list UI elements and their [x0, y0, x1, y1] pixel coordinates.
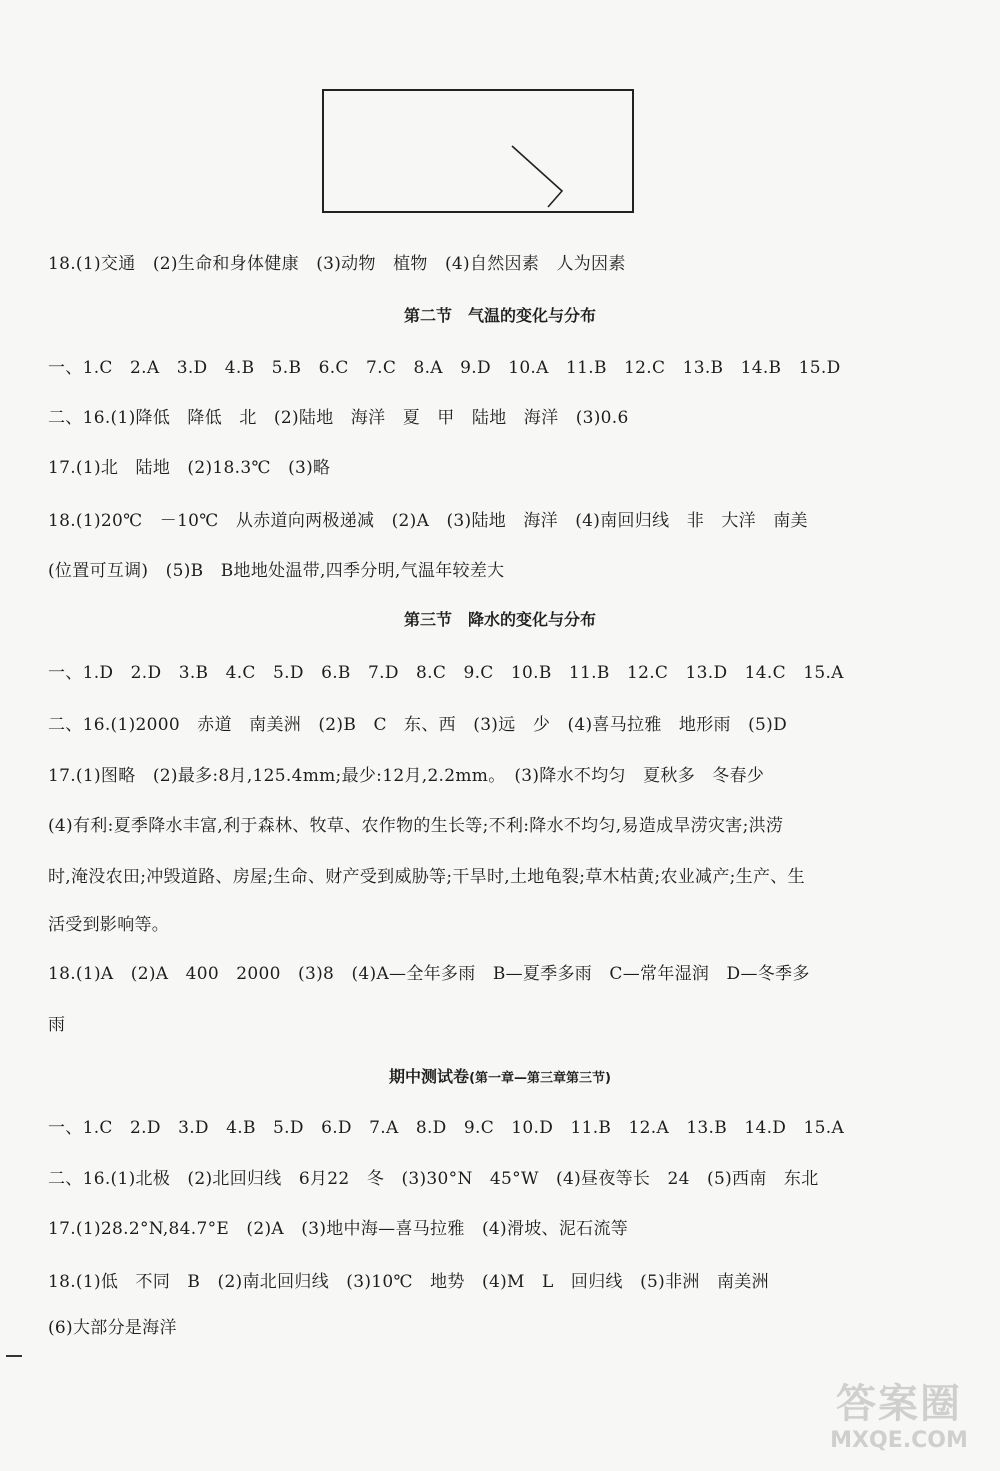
answer-line: 18.(1)A (2)A 400 2000 (3)8 (4)A—全年多雨 B—夏季多雨 C—常年湿润 D—冬季多 [48, 964, 810, 984]
section-heading-temperature: 第二节 气温的变化与分布 [403, 306, 596, 325]
answer-line: 17.(1)图略 (2)最多:8月,125.4mm;最少:12月,2.2mm。 (3)降水不均匀 夏秋多 冬春少 [48, 766, 765, 786]
answer-line: 时,淹没农田;冲毁道路、房屋;生命、财产受到威胁等;干旱时,土地龟裂;草木枯黄;农业减产;生产、生 [48, 867, 805, 887]
arrow-sketch [324, 91, 632, 211]
answer-line: 二、16.(1)降低 降低 北 (2)陆地 海洋 夏 甲 陆地 海洋 (3)0.6 [48, 408, 629, 428]
figure-box [322, 89, 634, 213]
answer-line: (6)大部分是海洋 [48, 1318, 177, 1338]
midterm-subtitle: (第一章—第三章第三节) [469, 1071, 611, 1086]
answer-line: 活受到影响等。 [48, 915, 170, 935]
watermark-title: 答案圈 [836, 1381, 962, 1427]
answer-line: 18.(1)低 不同 B (2)南北回归线 (3)10℃ 地势 (4)M L 回归线 (5)非洲 南美洲 [48, 1272, 769, 1292]
watermark-logo [804, 1380, 994, 1468]
answer-line: 二、16.(1)北极 (2)北回归线 6月22 冬 (3)30°N 45°W (4)昼夜等长 24 (5)西南 东北 [48, 1169, 819, 1189]
answer-line: 一、1.C 2.D 3.D 4.B 5.D 6.D 7.A 8.D 9.C 10.D 11.B 12.A 13.B 14.D 15.A [48, 1118, 845, 1138]
watermark-url: MXQE.COM [830, 1428, 968, 1453]
section-heading-precipitation: 第三节 降水的变化与分布 [403, 610, 596, 629]
answer-line: (4)有利:夏季降水丰富,利于森林、牧草、农作物的生长等;不利:降水不均匀,易造成旱涝灾害;洪涝 [48, 816, 784, 836]
answer-line: (位置可互调) (5)B B地地处温带,四季分明,气温年较差大 [48, 561, 505, 581]
answer-line: 雨 [48, 1015, 66, 1035]
answer-line: 一、1.D 2.D 3.B 4.C 5.D 6.B 7.D 8.C 9.C 10.B 11.B 12.C 13.D 14.C 15.A [48, 663, 844, 683]
answer-line: 17.(1)北 陆地 (2)18.3℃ (3)略 [48, 458, 331, 478]
answer-line: 18.(1)交通 (2)生命和身体健康 (3)动物 植物 (4)自然因素 人为因素 [48, 254, 626, 274]
answer-line: 17.(1)28.2°N,84.7°E (2)A (3)地中海—喜马拉雅 (4)滑坡、泥石流等 [48, 1219, 629, 1239]
answer-line: 一、1.C 2.A 3.D 4.B 5.B 6.C 7.C 8.A 9.D 10.A 11.B 12.C 13.B 14.B 15.D [48, 358, 841, 378]
midterm-heading [0, 1064, 1000, 1087]
answer-line: 二、16.(1)2000 赤道 南美洲 (2)B C 东、西 (3)远 少 (4)喜马拉雅 地形雨 (5)D [48, 715, 788, 735]
corner-dash [6, 1355, 22, 1357]
answer-line: 18.(1)20℃ －10℃ 从赤道向两极递减 (2)A (3)陆地 海洋 (4)南回归线 非 大洋 南美 [48, 511, 808, 531]
midterm-title: 期中测试卷 [389, 1067, 470, 1086]
